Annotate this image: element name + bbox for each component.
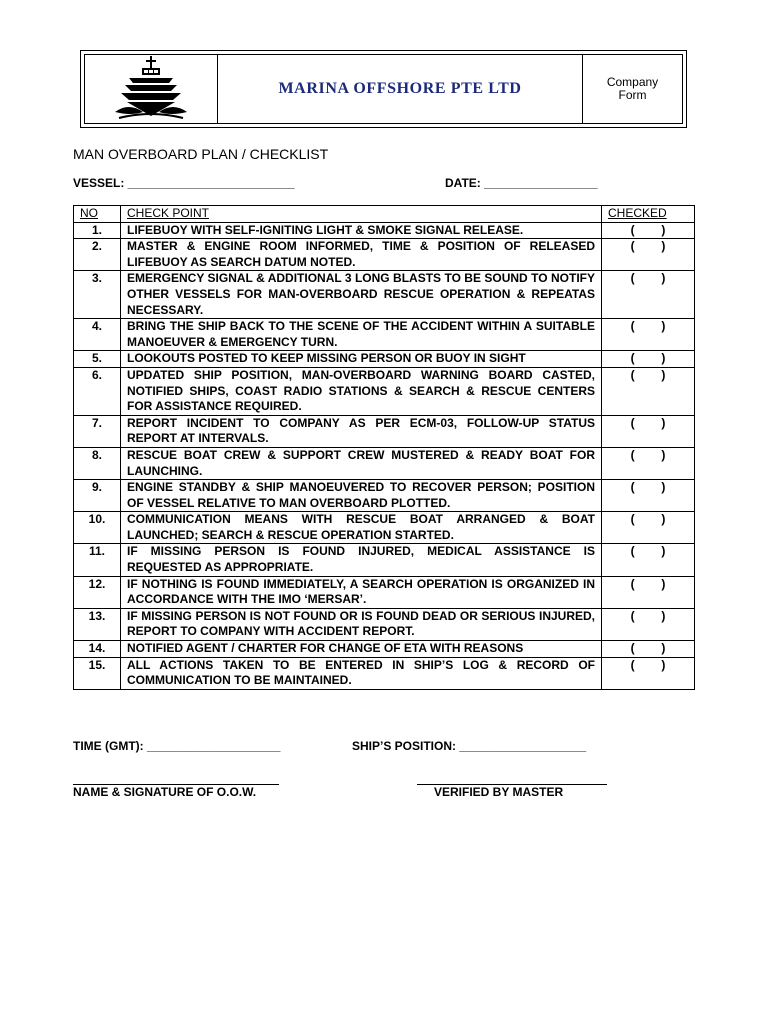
checklist-table (73, 205, 695, 690)
checked-box[interactable]: ( ) (602, 222, 695, 239)
row-number: 8. (74, 447, 121, 479)
row-number: 7. (74, 415, 121, 447)
checked-box[interactable]: ( ) (602, 415, 695, 447)
check-point-text: IF NOTHING IS FOUND IMMEDIATELY, A SEARCH OPERATION IS ORGANIZED IN ACCORDANCE WITH THE IMO ‘MERSAR’. (121, 576, 602, 608)
row-number: 5. (74, 351, 121, 368)
table-row (74, 657, 695, 689)
row-number: 4. (74, 319, 121, 351)
table-row (74, 351, 695, 368)
check-point-text: LOOKOUTS POSTED TO KEEP MISSING PERSON OR BUOY IN SIGHT (121, 351, 602, 368)
company-name-cell (218, 54, 583, 124)
company-name: MARINA OFFSHORE PTE LTD (278, 80, 522, 97)
check-point-text: COMMUNICATION MEANS WITH RESCUE BOAT ARRANGED & BOAT LAUNCHED; SEARCH & RESCUE OPERATION STARTED. (121, 512, 602, 544)
time-gmt-field[interactable]: TIME (GMT): ____________________ (73, 739, 281, 753)
row-number: 2. (74, 239, 121, 271)
company-form-cell (583, 54, 683, 124)
row-number: 15. (74, 657, 121, 689)
row-number: 9. (74, 480, 121, 512)
checked-box[interactable]: ( ) (602, 512, 695, 544)
table-row (74, 512, 695, 544)
row-number: 13. (74, 608, 121, 640)
row-number: 10. (74, 512, 121, 544)
document-header (80, 50, 687, 128)
row-number: 3. (74, 271, 121, 319)
check-point-text: IF MISSING PERSON IS FOUND INJURED, MEDICAL ASSISTANCE IS REQUESTED AS APPROPRIATE. (121, 544, 602, 576)
table-header-row (74, 206, 695, 223)
table-row (74, 447, 695, 479)
checked-box[interactable]: ( ) (602, 239, 695, 271)
row-number: 14. (74, 641, 121, 658)
checked-box[interactable]: ( ) (602, 271, 695, 319)
row-number: 12. (74, 576, 121, 608)
check-point-text: ENGINE STANDBY & SHIP MANOEUVERED TO RECOVER PERSON; POSITION OF VESSEL RELATIVE TO MAN OVERBOARD PLOTTED. (121, 480, 602, 512)
checked-box[interactable]: ( ) (602, 447, 695, 479)
check-point-text: LIFEBUOY WITH SELF-IGNITING LIGHT & SMOKE SIGNAL RELEASE. (121, 222, 602, 239)
check-point-text: UPDATED SHIP POSITION, MAN-OVERBOARD WARNING BOARD CASTED, NOTIFIED SHIPS, COAST RADIO STATIONS & SEARCH & RESCUE CENTERS FOR ASSISTANCE REQUIRED. (121, 367, 602, 415)
check-point-text: REPORT INCIDENT TO COMPANY AS PER ECM-03, FOLLOW-UP STATUS REPORT AT INTERVALS. (121, 415, 602, 447)
ship-bow-logo-icon (109, 54, 193, 124)
table-row (74, 239, 695, 271)
company-form-label-line1: Company (606, 75, 659, 89)
checked-box[interactable]: ( ) (602, 657, 695, 689)
checked-box[interactable]: ( ) (602, 641, 695, 658)
ship-position-field[interactable]: SHIP’S POSITION: ___________________ (352, 739, 587, 753)
header-no: NO (74, 206, 121, 223)
table-row (74, 319, 695, 351)
checked-box[interactable]: ( ) (602, 608, 695, 640)
table-row (74, 271, 695, 319)
check-point-text: EMERGENCY SIGNAL & ADDITIONAL 3 LONG BLASTS TO BE SOUND TO NOTIFY OTHER VESSELS FOR MAN-OVERBOARD RESCUE OPERATION & REPEATAS NECESSARY. (121, 271, 602, 319)
date-field[interactable]: DATE: _________________ (445, 176, 598, 190)
row-number: 6. (74, 367, 121, 415)
header-check-point: CHECK POINT (121, 206, 602, 223)
table-row (74, 641, 695, 658)
checked-box[interactable]: ( ) (602, 544, 695, 576)
check-point-text: MASTER & ENGINE ROOM INFORMED, TIME & POSITION OF RELEASED LIFEBUOY AS SEARCH DATUM NOTED. (121, 239, 602, 271)
table-row (74, 415, 695, 447)
checklist-body (74, 222, 695, 689)
header-checked: CHECKED (602, 206, 695, 223)
logo-cell (84, 54, 218, 124)
row-number: 11. (74, 544, 121, 576)
check-point-text: RESCUE BOAT CREW & SUPPORT CREW MUSTERED & READY BOAT FOR LAUNCHING. (121, 447, 602, 479)
check-point-text: NOTIFIED AGENT / CHARTER FOR CHANGE OF ETA WITH REASONS (121, 641, 602, 658)
table-row (74, 367, 695, 415)
master-signature-label: VERIFIED BY MASTER (434, 785, 564, 799)
vessel-field[interactable]: VESSEL: _________________________ (73, 176, 295, 190)
table-row (74, 608, 695, 640)
table-row (74, 544, 695, 576)
table-row (74, 576, 695, 608)
checked-box[interactable]: ( ) (602, 367, 695, 415)
table-row (74, 222, 695, 239)
checked-box[interactable]: ( ) (602, 576, 695, 608)
check-point-text: IF MISSING PERSON IS NOT FOUND OR IS FOUND DEAD OR SERIOUS INJURED, REPORT TO COMPANY WITH ACCIDENT REPORT. (121, 608, 602, 640)
company-form-label-line2: Form (618, 88, 647, 102)
checked-box[interactable]: ( ) (602, 480, 695, 512)
document-title: MAN OVERBOARD PLAN / CHECKLIST (73, 146, 329, 162)
checked-box[interactable]: ( ) (602, 351, 695, 368)
oow-signature-label: NAME & SIGNATURE OF O.O.W. (73, 785, 257, 799)
row-number: 1. (74, 222, 121, 239)
check-point-text: BRING THE SHIP BACK TO THE SCENE OF THE ACCIDENT WITHIN A SUITABLE MANOEUVER & EMERGENCY TURN. (121, 319, 602, 351)
checked-box[interactable]: ( ) (602, 319, 695, 351)
table-row (74, 480, 695, 512)
check-point-text: ALL ACTIONS TAKEN TO BE ENTERED IN SHIP’S LOG & RECORD OF COMMUNICATION TO BE MAINTAINED. (121, 657, 602, 689)
